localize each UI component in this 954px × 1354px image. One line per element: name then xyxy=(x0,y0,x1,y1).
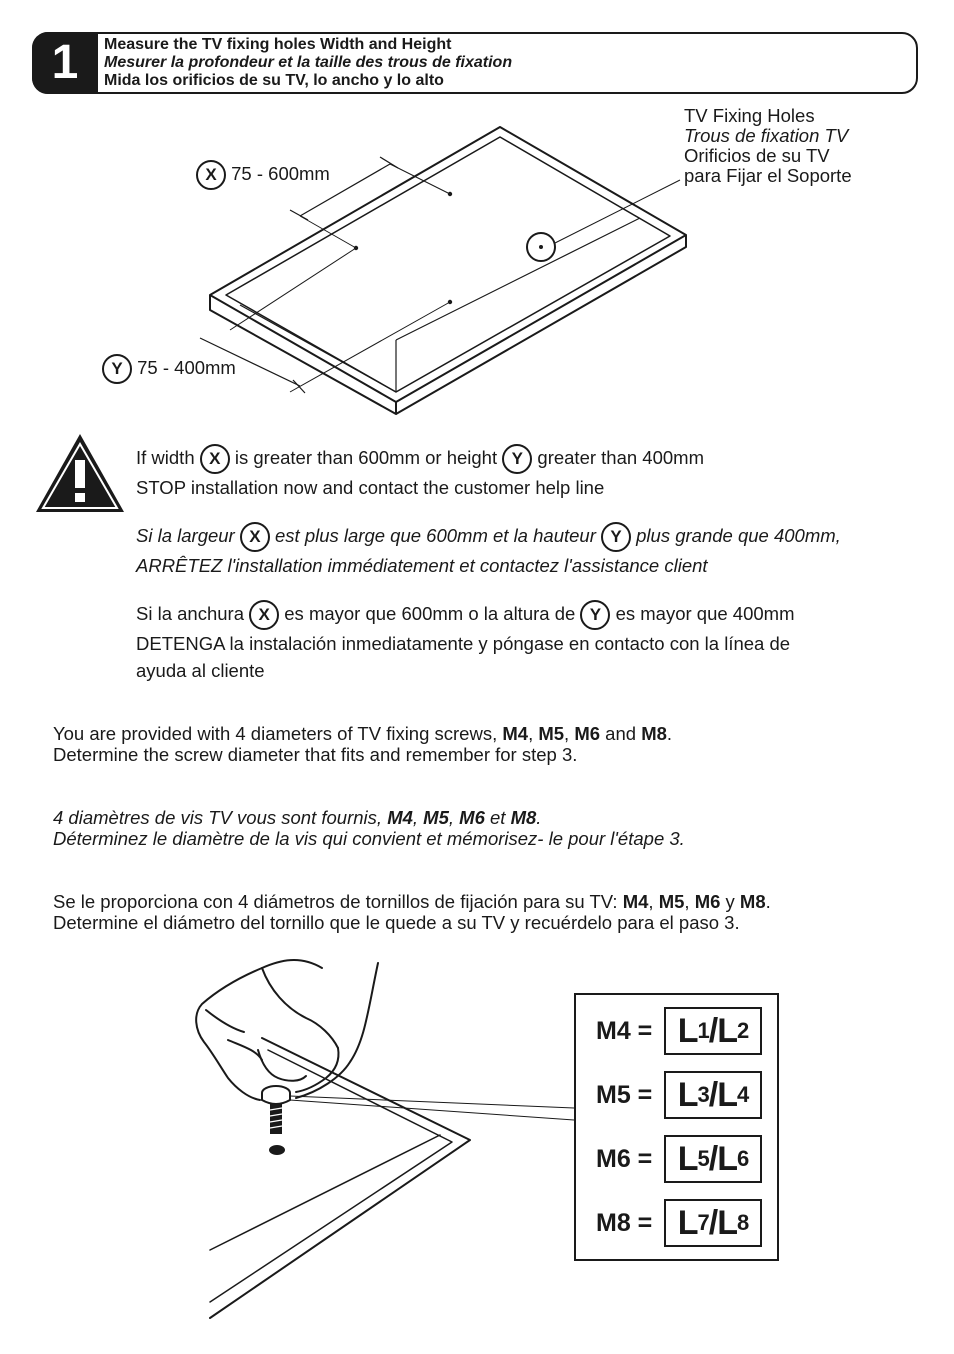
x-symbol: X xyxy=(240,522,270,552)
fixing-holes-label-fr: Trous de fixation TV xyxy=(684,125,849,146)
screw-bag-label: L 3 / L 4 xyxy=(664,1071,762,1119)
screw-bag-label: L 7 / L 8 xyxy=(664,1199,762,1247)
hand-screw-illustration xyxy=(196,960,470,1318)
fixing-holes-label xyxy=(684,106,852,186)
warning-es: Si la anchura X es mayor que 600mm o la altura de Y es mayor que 400mm DETENGA la instalación inmediatamente y póngase en contacto con la línea de ayuda al cliente xyxy=(136,600,841,684)
screw-table xyxy=(574,993,779,1261)
screw-row-m5: M5 = L 3 / L 4 xyxy=(596,1071,762,1119)
dimension-x-label xyxy=(196,160,330,190)
warning-icon xyxy=(36,434,124,512)
x-symbol: X xyxy=(200,444,230,474)
x-symbol: X xyxy=(249,600,279,630)
y-symbol: Y xyxy=(580,600,610,630)
warning-en: If width X is greater than 600mm or height Y greater than 400mm STOP installation now and contact the customer help line xyxy=(136,444,841,501)
y-symbol: Y xyxy=(502,444,532,474)
fixing-holes-label-es-1: Orificios de su TV xyxy=(684,145,830,166)
dimension-y-range: 75 - 400mm xyxy=(137,356,236,378)
y-symbol: Y xyxy=(102,354,132,384)
screw-bag-label: L 5 / L 6 xyxy=(664,1135,762,1183)
fixing-holes-label-en: TV Fixing Holes xyxy=(684,105,815,126)
warning-fr: Si la largeur X est plus large que 600mm et la hauteur Y plus grande que 400mm, ARRÊTEZ l'installation immédiatement et contactez l'assistance client xyxy=(136,522,841,579)
info-fr: 4 diamètres de vis TV vous sont fournis, M4, M5, M6 et M8. Déterminez le diamètre de la vis qui convient et mémorisez- le pour l'étape 3. xyxy=(53,807,685,849)
info-en: You are provided with 4 diameters of TV fixing screws, M4, M5, M6 and M8. Determine the screw diameter that fits and remember for step 3. xyxy=(53,723,673,765)
warning-text xyxy=(136,444,841,705)
screw-icon xyxy=(262,1086,290,1155)
screw-row-m6: M6 = L 5 / L 6 xyxy=(596,1135,762,1183)
screw-bag-label: L 1 / L 2 xyxy=(664,1007,762,1055)
screw-row-m8: M8 = L 7 / L 8 xyxy=(596,1199,762,1247)
step-title-fr: Mesurer la profondeur et la taille des trous de fixation xyxy=(104,54,513,71)
step-number-badge: 1 xyxy=(32,32,98,94)
step-title-en: Measure the TV fixing holes Width and Height xyxy=(104,36,452,53)
screw-row-m4: M4 = L 1 / L 2 xyxy=(596,1007,762,1055)
dimension-y-label xyxy=(102,354,236,384)
y-symbol: Y xyxy=(601,522,631,552)
step-title-es: Mida los orificios de su TV, lo ancho y lo alto xyxy=(104,72,444,89)
info-es: Se le proporciona con 4 diámetros de tornillos de fijación para su TV: M4, M5, M6 y M8. Determine el diámetro del tornillo que le quede a su TV y recuérdelo para el paso 3. xyxy=(53,891,771,933)
x-symbol: X xyxy=(196,160,226,190)
dimension-x-range: 75 - 600mm xyxy=(231,162,330,184)
fixing-holes-label-es-2: para Fijar el Soporte xyxy=(684,165,852,186)
